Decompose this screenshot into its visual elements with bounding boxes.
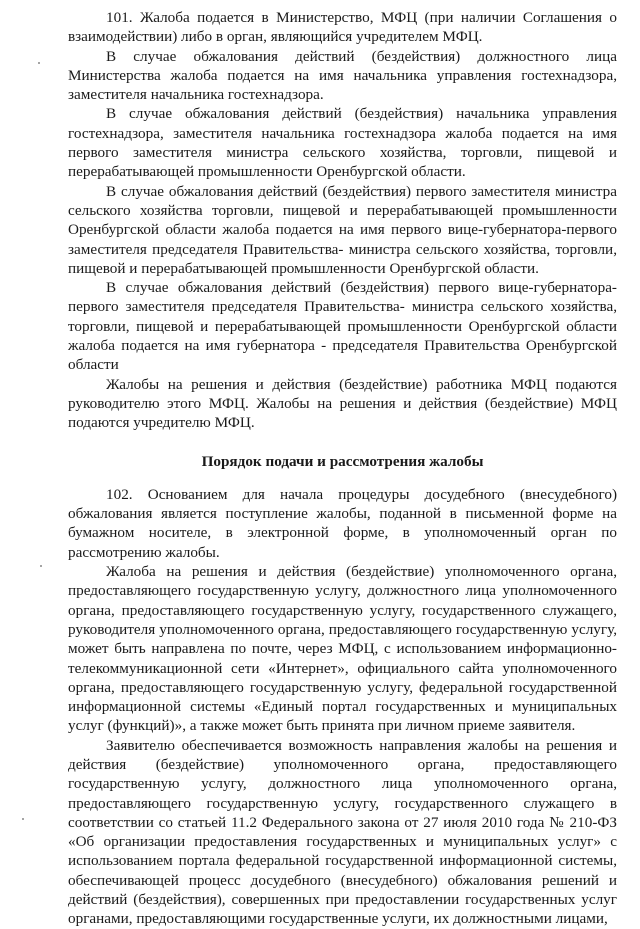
paragraph-first-deputy-minister: В случае обжалования действий (бездействия) первого заместителя министра сельского хозяйства торговли, пищевой и перерабатывающей промышленности Оренбургской области жалоба подается на имя первого вице-губернатора-первого заместителя председателя Правительства- министра сельского хозяйства, торговли, пищевой и перерабатывающей промышленности Оренбургской области. [68, 182, 617, 277]
section-101 [68, 8, 617, 433]
section-102 [68, 485, 617, 929]
section-heading: Порядок подачи и рассмотрения жалобы [201, 452, 484, 470]
scan-artifact-dot [40, 565, 42, 567]
scan-artifact-dot [22, 818, 24, 820]
paragraph-complaint-channels: Жалоба на решения и действия (бездействие) уполномоченного органа, предоставляющего государственную услугу, должностного лица уполномоченного органа, предоставляющего государственную услугу, государственного служащего, руководителя уполномоченного органа, предоставляющего государственную услугу, может быть направлена по почте, через МФЦ, с использованием информационно-телекоммуникационной сети «Интернет», официального сайта уполномоченного органа, предоставляющего государственную услугу, федеральной государственной информационной системы «Единый портал государственных и муниципальных услуг (функций)», а также может быть принята при личном приеме заявителя. [68, 563, 617, 735]
paragraph-101-intro: 101. Жалоба подается в Министерство, МФЦ (при наличии Соглашения о взаимодействии) либо в орган, являющийся учредителем МФЦ. [68, 9, 617, 46]
paragraph-102-basis: 102. Основанием для начала процедуры досудебного (внесудебного) обжалования является поступление жалобы, поданной в письменной форме на бумажном носителе, в электронной форме, в уполномоченный орган по рассмотрению жалобы. [68, 485, 617, 561]
paragraph-ministry-official: В случае обжалования действий (бездействия) должностного лица Министерства жалоба подается на имя начальника управления гостехнадзора, заместителя начальника гостехнадзора. [68, 47, 617, 104]
paragraph-gostekhnadzor-head: В случае обжалования действий (бездействия) начальника управления гостехнадзора, заместителя начальника гостехнадзора жалоба подается на имя первого заместителя министра сельского хозяйства, торговли, пищевой и перерабатывающей промышленности Оренбургской области. [68, 105, 617, 181]
paragraph-mfc-complaints: Жалобы на решения и действия (бездействие) работника МФЦ подаются руководителю этого МФЦ. Жалобы на решения и действия (бездействие) МФЦ подаются учредителю МФЦ. [68, 375, 617, 432]
document-page [68, 8, 617, 929]
paragraph-first-vice-governor: В случае обжалования действий (бездействия) первого вице-губернатора-первого заместителя председателя Правительства- министра сельского хозяйства, торговли, пищевой и перерабатывающей промышленности Оренбургской области жалоба подается на имя губернатора - председателя Правительства Оренбургской области [68, 279, 617, 374]
paragraph-applicant-portal: Заявителю обеспечивается возможность направления жалобы на решения и действия (бездействие) уполномоченного органа, предоставляющего государственную услугу, должностного лица уполномоченного органа, предоставляющего государственную услугу, государственного служащего в соответствии со статьей 11.2 Федерального закона от 27 июля 2010 года № 210-ФЗ «Об организации предоставления государственных и муниципальных услуг» с использованием портала федеральной государственной информационной системы, обеспечивающей процесс досудебного (внесудебного) обжалования решений и действий (бездействия), совершенных при предоставлении государственных услуг органами, предоставляющими государственные услуги, их должностными лицами, [68, 736, 617, 928]
scan-artifact-dot [38, 62, 40, 64]
